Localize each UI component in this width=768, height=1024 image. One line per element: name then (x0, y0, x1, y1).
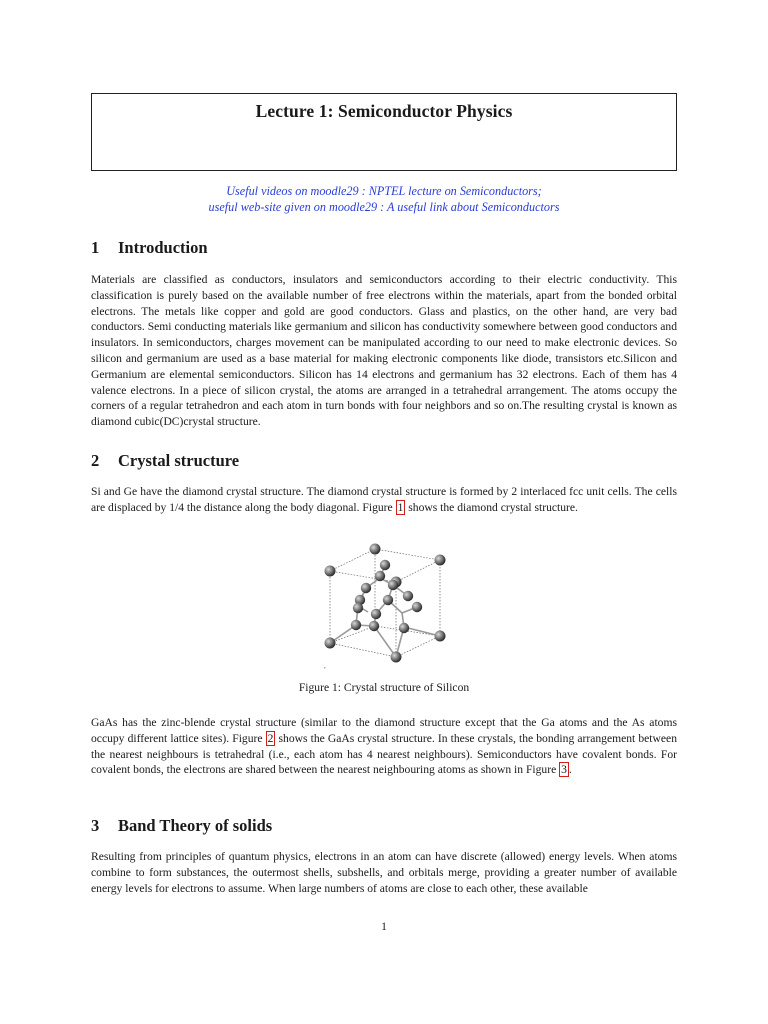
section-title: Crystal structure (118, 451, 240, 470)
page-number: 1 (381, 920, 387, 933)
paragraph-text: GaAs has the zinc-blende crystal structure (similar to the diamond structure except that the Ga atoms and the As atoms occupy different lattice sites). Figure (91, 716, 677, 745)
paragraph-text: shows the GaAs crystal structure. In these crystals, the bonding arrangement between the nearest neighbours is tetrahedral (i.e., each atom has 4 nearest neighbours). Semiconductors have covalent bonds. For covalent bonds, the electrons are shared between the nearest neighbouring atoms as shown in Figure (91, 731, 677, 777)
figure-2-reference-link[interactable]: 2 (267, 731, 274, 745)
section-title: Introduction (118, 238, 208, 257)
figure-3-reference-link[interactable]: 3 (561, 763, 567, 777)
section-heading-band-theory (91, 816, 272, 836)
paragraph-text: Si and Ge have the diamond crystal structure. The diamond crystal structure is formed by 2 interlaced fcc unit cells. The cells are displaced by 1/4 the distance along the body diagonal. Figure (91, 485, 677, 514)
section-title: Band Theory of solids (118, 816, 273, 835)
band-theory-paragraph: Resulting from principles of quantum physics, electrons in an atom can have discrete (allowed) energy levels. When atoms combine to form substances, the outermost shells, subshells, and orbitals merge, providing a greater number of available energy levels for electrons to assume. When large numbers of atoms are close to each other, these available (91, 850, 677, 895)
atoms (325, 544, 446, 663)
gaas-paragraph (91, 715, 677, 778)
section-number: 1 (91, 238, 100, 257)
paragraph-text: shows the diamond crystal structure. (405, 500, 578, 514)
section-heading-crystal-structure (91, 451, 239, 471)
section-number: 3 (91, 816, 100, 835)
figure-small-mark: , (324, 662, 326, 670)
link-useful-website[interactable]: useful web-site given on moodle29 : A useful link about Semiconductors (208, 200, 560, 214)
document-title: Lecture 1: Semiconductor Physics (255, 101, 513, 121)
section-number: 2 (91, 451, 100, 470)
crystal-structure-paragraph (91, 484, 677, 516)
diamond-crystal-structure-figure (318, 540, 452, 670)
title-box (91, 93, 677, 171)
section-heading-introduction (91, 238, 208, 258)
bond-lines (330, 565, 440, 657)
figure-1-reference-link[interactable]: 1 (397, 500, 404, 514)
link-nptel-videos[interactable]: Useful videos on moodle29 : NPTEL lecture on Semiconductors; (226, 184, 542, 198)
paragraph-text: . (568, 763, 572, 777)
introduction-paragraph: Materials are classified as conductors, insulators and semiconductors according to their electric conductivity. This classification is purely based on the available number of free electrons within the materials, apart from the bonded orbital electrons. The metals like copper and gold are good conductors. Glass and plastics, on the other hand, are very bad conductors. Semi conducting materials like germanium and silicon has conductivity somewhere between good conductors and insulators. In semiconductors, charges movement can be manipulated according to our need to make electronic devices. So silicon and germanium are used as a base material for making electronic components like diode, transistors etc.Silicon and Germanium are elemental semiconductors. Silicon has 14 electrons and germanium has 32 electrons. Each of them has 4 valence electrons. In a piece of silicon crystal, the atoms are arranged in a tetrahedral arrangement. The atoms occupy the corners of a regular tetrahedron and each atom in turn bonds with four neighbors and so on.The resulting crystal is known as diamond cubic(DC)crystal structure. (91, 273, 677, 429)
figure-1-caption: Figure 1: Crystal structure of Silicon (298, 681, 470, 694)
